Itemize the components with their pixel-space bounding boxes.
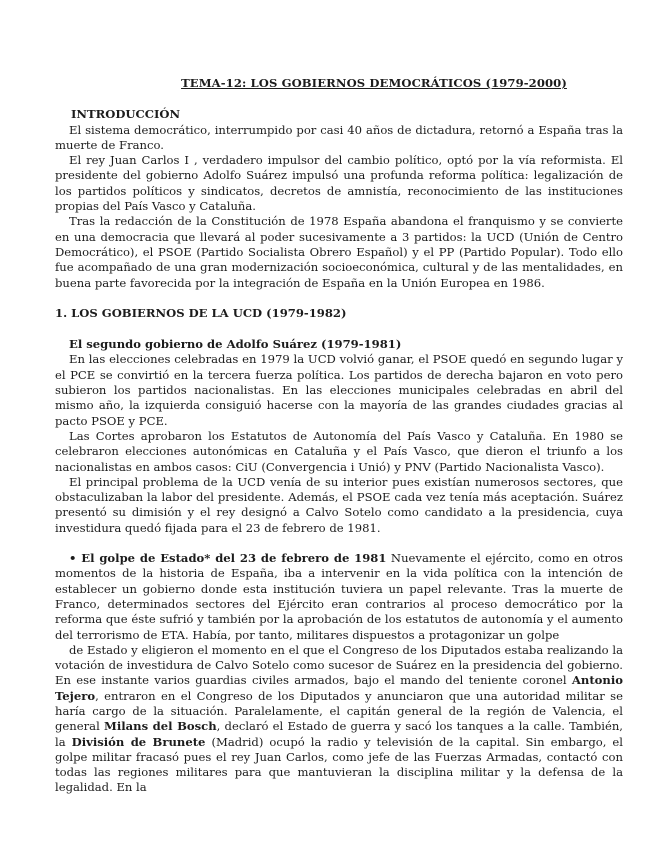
golpe-text-4: , declaró el Estado de guerra y sacó los tanques a la calle. También, la (55, 719, 623, 749)
golpe-text-5: (Madrid) ocupó la radio y televisión de la capital. Sin embargo, el golpe militar fracasó pues el rey Juan Carlos, como jefe de las Fuerzas Armadas, contactó con todas las regiones militares para que mantuvieran la disciplina militar y la defensa de la legalidad. En la (55, 734, 623, 795)
intro-paragraph-2: El rey Juan Carlos I , verdadero impulsor del cambio político, optó por la vía reformista. El presidente del gobierno Adolfo Suárez impulsó una profunda reforma política: legalización de los partidos políticos y sindicatos, decretos de amnistía, reconocimiento de las instituciones propias del País Vasco y Cataluña. (55, 153, 623, 214)
golpe-lead: • El golpe de Estado* del 23 de febrero de 1981 (69, 551, 387, 566)
golpe-text-2: de Estado y eligieron el momento en el que el Congreso de los Diputados estaba realizando la votación de investidura de Calvo Sotelo como sucesor de Suárez en la presidencia del gobierno. En ese instante varios guardias civiles armados, bajo el mando del teniente coronel (55, 642, 623, 688)
subsection-heading: El segundo gobierno de Adolfo Suárez (1979-1981) (69, 337, 402, 352)
golpe-paragraph (55, 551, 623, 643)
document-page (55, 76, 623, 796)
name-milans: Milans del Bosch (103, 719, 217, 734)
golpe-text-3: , entraron en el Congreso de los Diputados y anunciaron que una autoridad militar se haría cargo de la situación. Paralelamente, el capitán general de la región de Valencia, el general (55, 688, 623, 734)
section-1-paragraph-3: El principal problema de la UCD venía de su interior pues existían numerosos sectores, que obstaculizaban la labor del presidente. Además, el PSOE cada vez tenía más aceptación. Suárez presentó su dimisión y el rey designó a Calvo Sotelo como candidato a la presidencia, cuya investidura quedó fijada para el 23 de febrero de 1981. (55, 474, 623, 535)
intro-paragraph-1: El sistema democrático, interrumpido por casi 40 años de dictadura, retornó a España tras la muerte de Franco. (55, 122, 623, 152)
intro-paragraph-3: Tras la redacción de la Constitución de 1978 España abandona el franquismo y se convierte en una democracia que llevará al poder sucesivamente a 3 partidos: la UCD (Unión de Centro Democrático), el PSOE (Partido Socialista Obrero Español) y el PP (Partido Popular). Todo ello fue acompañado de una gran modernización socioeconómica, cultural y de las mentalidades, en buena parte favorecida por la integración de España en la Unión Europea en 1986. (55, 214, 623, 290)
name-brunete: División de Brunete (71, 734, 206, 749)
name-tejero: Antonio Tejero (55, 673, 623, 703)
section-1-heading: 1. LOS GOBIERNOS DE LA UCD (1979-1982) (55, 305, 347, 320)
document-title: TEMA-12: LOS GOBIERNOS DEMOCRÁTICOS (1979-2000) (181, 76, 567, 90)
golpe-paragraph-continued (55, 643, 623, 796)
intro-heading: INTRODUCCIÓN (71, 107, 181, 122)
section-1-paragraph-2: Las Cortes aprobaron los Estatutos de Autonomía del País Vasco y Cataluña. En 1980 se celebraron elecciones autonómicas en Cataluña y el País Vasco, que dieron el triunfo a los nacionalistas en ambos casos: CiU (Convergencia i Unió) y PNV (Partido Nacionalista Vasco). (55, 428, 623, 474)
section-1-paragraph-1: En las elecciones celebradas en 1979 la UCD volvió ganar, el PSOE quedó en segundo lugar y el PCE se convirtió en la tercera fuerza política. Los partidos de derecha bajaron en voto pero subieron los partidos nacionalistas. En las elecciones municipales celebradas en abril del mismo año, la izquierda consiguió hacerse con la mayoría de las grandes ciudades gracias al pacto PSOE y PCE. (55, 352, 623, 428)
golpe-text-1: Nuevamente el ejército, como en otros momentos de la historia de España, iba a intervenir en la vida política con la intención de establecer un gobierno donde esta institución tuviera un papel relevante. Tras la muerte de Franco, determinados sectores del Ejército eran contrarios al proceso democrático por la reforma que éste sufrió y también por la aprobación de los estatutos de autonomía y el aumento del terrorismo de ETA. Había, por tanto, militares dispuestos a protagonizar un golpe (55, 551, 623, 642)
